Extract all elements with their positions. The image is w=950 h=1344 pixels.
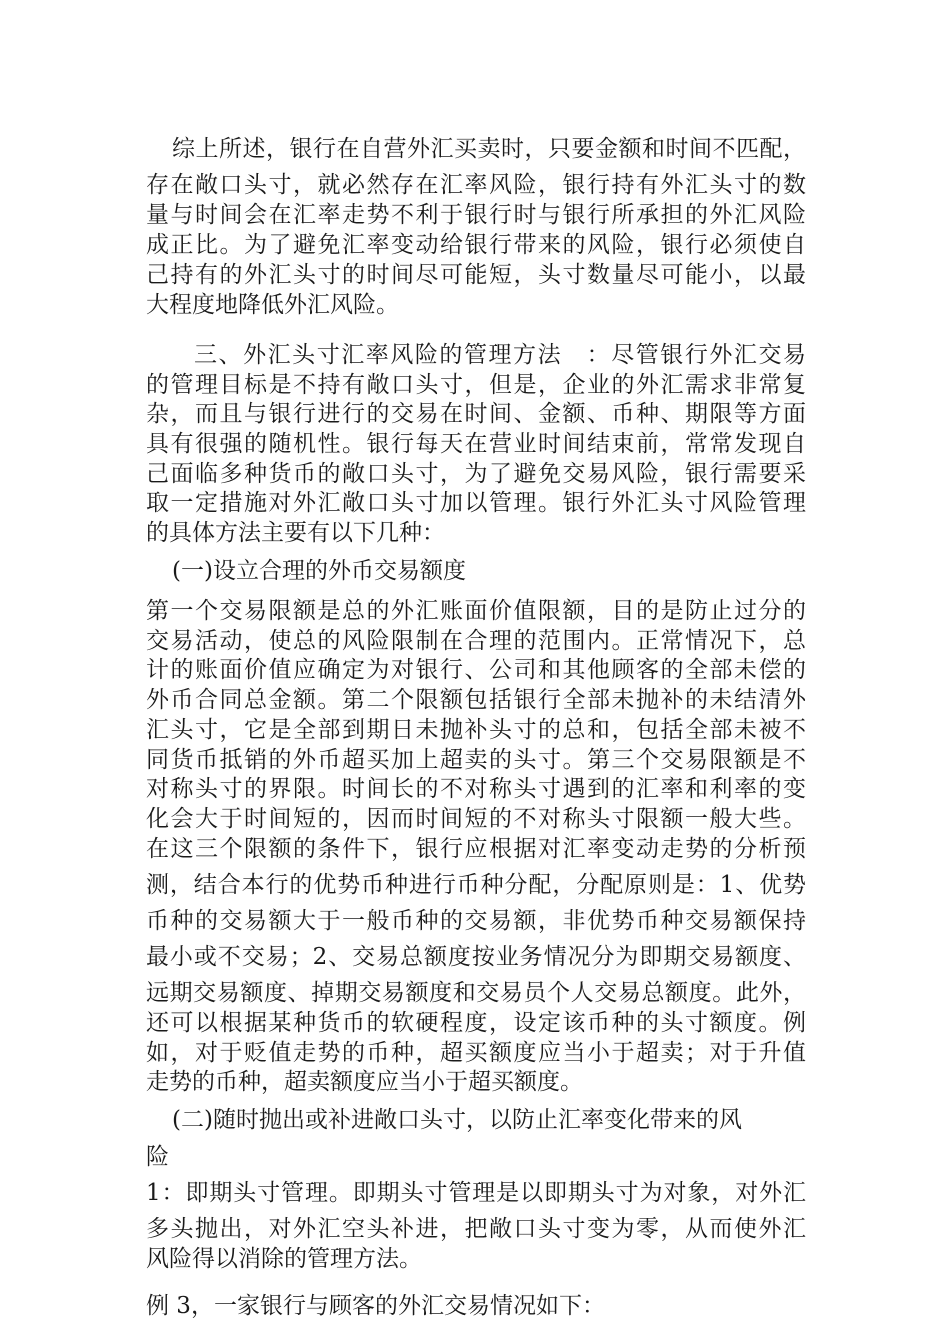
limits-line-3: 计的账面价值应确定为对银行、公司和其他顾客的全部未偿的 <box>146 657 806 683</box>
spot-line-3: 风险得以消除的管理方法。 <box>146 1246 422 1272</box>
limits-line-10: 测，结合本行的优势币种进行币种分配，分配原则是：1、优势 <box>146 872 806 898</box>
limits-line-2: 交易活动，使总的风险限制在合理的范围内。正常情况下，总 <box>146 628 806 654</box>
limits-line-8: 化会大于时间短的，因而时间短的不对称头寸限额一般大些。 <box>146 806 806 832</box>
limits-line-13: 远期交易额度、掉期交易额度和交易员个人交易总额度。此外， <box>146 980 806 1006</box>
section3-line-6: 取一定措施对外汇敞口头寸加以管理。银行外汇头寸风险管理 <box>146 490 806 516</box>
limits-line-16: 走势的币种，超卖额度应当小于超买额度。 <box>146 1069 583 1095</box>
section3-line-3: 杂，而且与银行进行的交易在时间、金额、币种、期限等方面 <box>146 401 806 427</box>
limits-line-9: 在这三个限额的条件下，银行应根据对汇率变动走势的分析预 <box>146 836 806 862</box>
section3-line-4: 具有很强的随机性。银行每天在营业时间结束前，常常发现自 <box>146 431 806 457</box>
limits-line-15: 如，对于贬值走势的币种，超买额度应当小于超卖；对于升值 <box>146 1040 806 1066</box>
limits-line-11: 币种的交易额大于一般币种的交易额，非优势币种交易额保持 <box>146 908 806 934</box>
summary-line-1: 综上所述，银行在自营外汇买卖时，只要金额和时间不匹配， <box>172 136 806 162</box>
summary-line-6: 大程度地降低外汇风险。 <box>146 292 399 318</box>
limits-line-14: 还可以根据某种货币的软硬程度，设定该币种的头寸额度。例 <box>146 1010 806 1036</box>
section3-line-7: 的具体方法主要有以下几种： <box>146 520 445 546</box>
spot-line-1: 1：即期头寸管理。即期头寸管理是以即期头寸为对象，对外汇 <box>146 1180 806 1206</box>
summary-line-3: 量与时间会在汇率走势不利于银行时与银行所承担的外汇风险 <box>146 202 806 228</box>
summary-line-5: 己持有的外汇头寸的时间尽可能短，头寸数量尽可能小，以最 <box>146 262 806 288</box>
heading-2-line-2: 险 <box>146 1144 169 1170</box>
limits-line-7: 对称头寸的界限。时间长的不对称头寸遇到的汇率和利率的变 <box>146 776 806 802</box>
limits-line-12: 最小或不交易；2、交易总额度按业务情况分为即期交易额度、 <box>146 944 806 970</box>
section3-line-2: 的管理目标是不持有敞口头寸，但是，企业的外汇需求非常复 <box>146 372 806 398</box>
limits-line-4: 外币合同总金额。第二个限额包括银行全部未抛补的未结清外 <box>146 687 806 713</box>
example-line: 例 3，一家银行与顾客的外汇交易情况如下： <box>146 1293 605 1319</box>
section3-line-5: 己面临多种货币的敞口头寸，为了避免交易风险，银行需要采 <box>146 461 806 487</box>
limits-line-6: 同货币抵销的外币超买加上超卖的头寸。第三个交易限额是不 <box>146 747 806 773</box>
summary-line-2: 存在敞口头寸，就必然存在汇率风险，银行持有外汇头寸的数 <box>146 172 806 198</box>
heading-2-line-1: (二)随时抛出或补进敞口头寸，以防止汇率变化带来的风 <box>172 1107 742 1133</box>
heading-1: (一)设立合理的外币交易额度 <box>172 558 466 584</box>
limits-line-1: 第一个交易限额是总的外汇账面价值限额，目的是防止过分的 <box>146 598 806 624</box>
limits-line-5: 汇头寸，它是全部到期日未抛补头寸的总和，包括全部未被不 <box>146 717 806 743</box>
summary-line-4: 成正比。为了避免汇率变动给银行带来的风险，银行必须使自 <box>146 232 806 258</box>
section3-line-1: 三、外汇头寸汇率风险的管理方法 ：尽管银行外汇交易 <box>194 342 806 368</box>
spot-line-2: 多头抛出，对外汇空头补进，把敞口头寸变为零，从而使外汇 <box>146 1216 806 1242</box>
